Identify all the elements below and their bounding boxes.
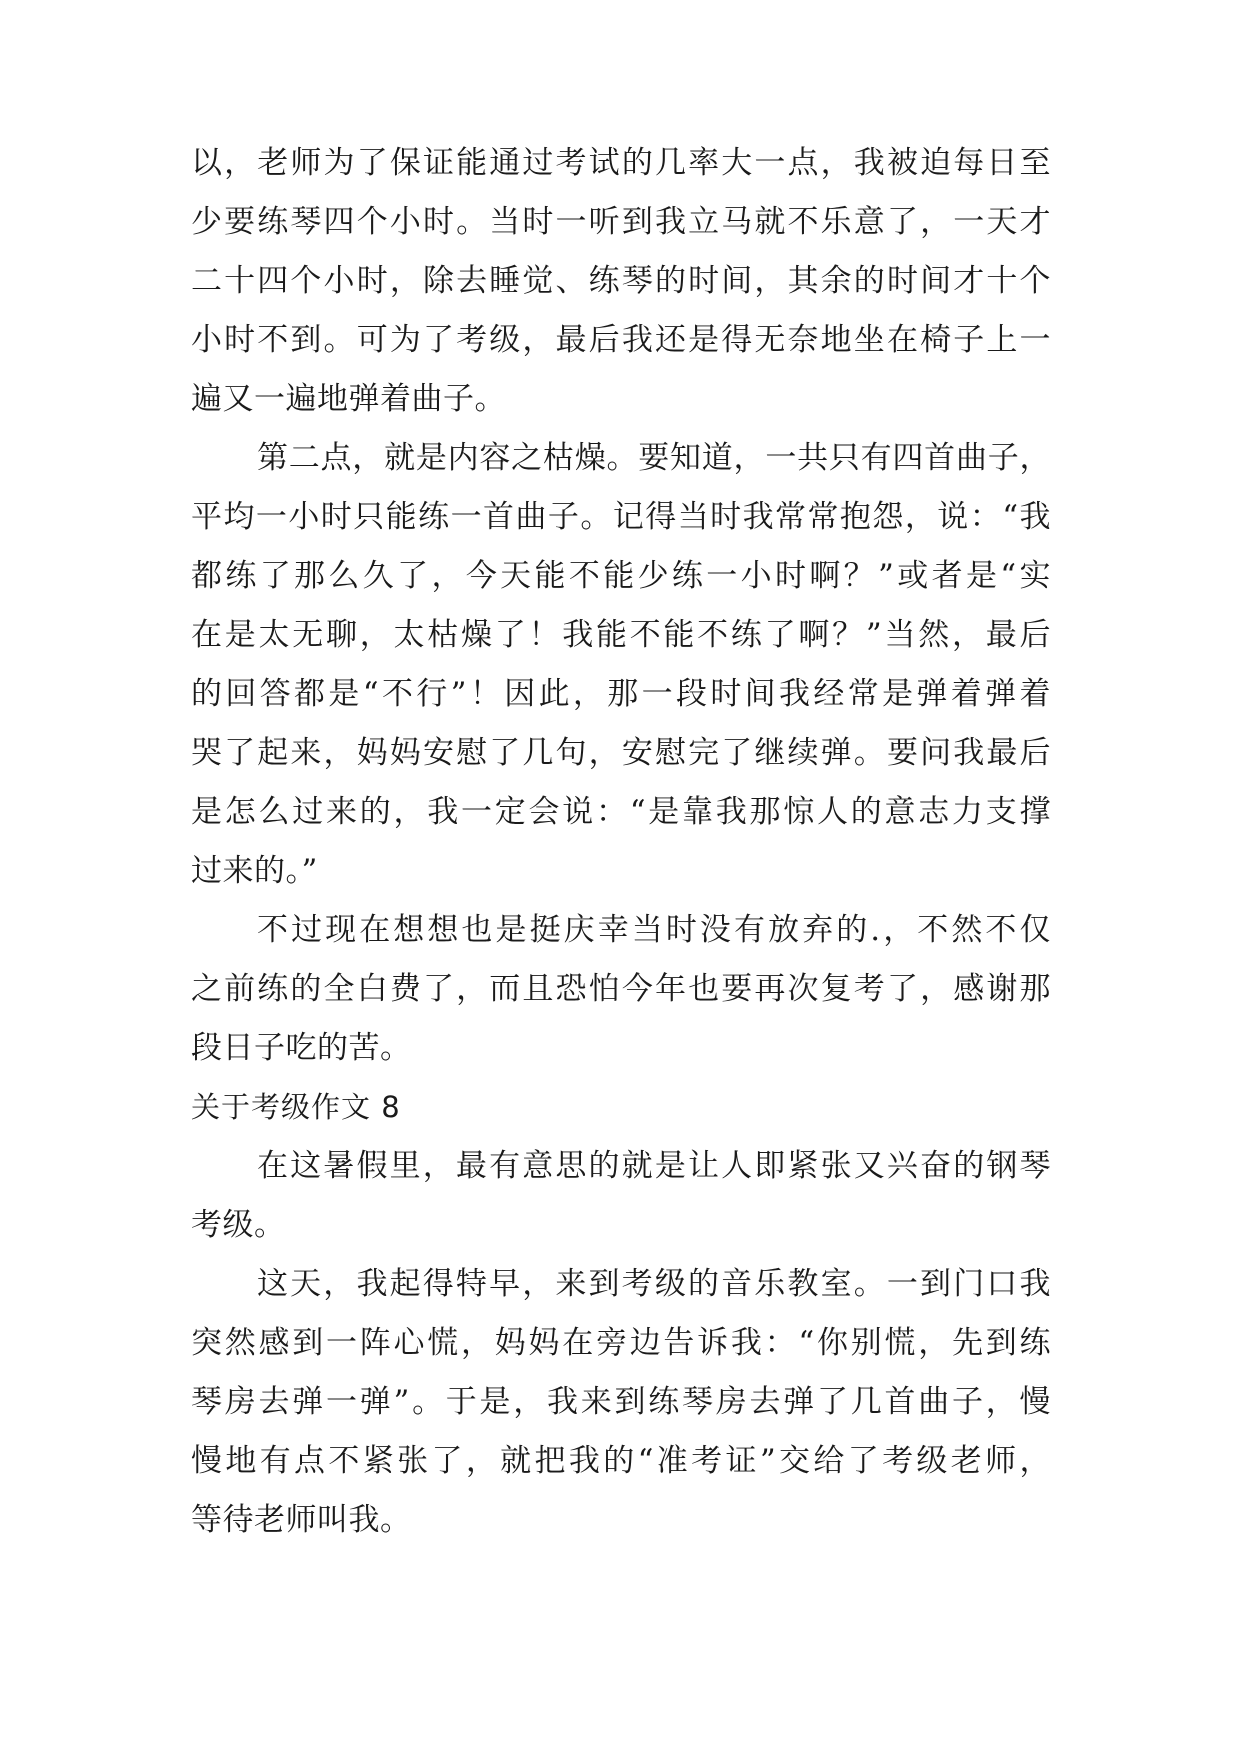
- text-line: 琴房去弹一弹”。于是，我来到练琴房去弹了几首曲子，慢: [191, 1384, 1051, 1420]
- paragraph-first-line: 这天，我起得特早，来到考级的音乐教室。一到门口我: [257, 1266, 1051, 1302]
- document-body: [191, 134, 1051, 1550]
- text-line: 平均一小时只能练一首曲子。记得当时我常常抱怨，说：“我: [191, 499, 1051, 535]
- text-line: 段日子吃的苦。: [191, 1030, 412, 1066]
- paragraph-first-line: 第二点，就是内容之枯燥。要知道，一共只有四首曲子，: [257, 440, 1051, 476]
- text-line: 突然感到一阵心慌，妈妈在旁边告诉我：“你别慌，先到练: [191, 1325, 1051, 1361]
- text-line: 哭了起来，妈妈安慰了几句，安慰完了继续弹。要问我最后: [191, 735, 1051, 771]
- text-line: 过来的。”: [191, 853, 318, 889]
- text-line: 遍又一遍地弹着曲子。: [191, 381, 506, 417]
- text-line: 慢地有点不紧张了，就把我的“准考证”交给了考级老师，: [191, 1443, 1051, 1479]
- paragraph-first-line: 在这暑假里，最有意思的就是让人即紧张又兴奋的钢琴: [257, 1148, 1051, 1184]
- section-heading: 关于考级作文 8: [191, 1090, 401, 1124]
- text-line: 是怎么过来的，我一定会说：“是靠我那惊人的意志力支撑: [191, 794, 1051, 830]
- text-line: 小时不到。可为了考级，最后我还是得无奈地坐在椅子上一: [191, 322, 1051, 358]
- text-line: 等待老师叫我。: [191, 1502, 412, 1538]
- text-line: 二十四个小时，除去睡觉、练琴的时间，其余的时间才十个: [191, 263, 1051, 299]
- text-line: 的回答都是“不行”！因此，那一段时间我经常是弹着弹着: [191, 676, 1051, 712]
- text-line: 考级。: [191, 1207, 286, 1243]
- text-line: 在是太无聊，太枯燥了！我能不能不练了啊？”当然，最后: [191, 617, 1051, 653]
- text-line: 都练了那么久了，今天能不能少练一小时啊？”或者是“实: [191, 558, 1051, 594]
- paragraph-first-line: 不过现在想想也是挺庆幸当时没有放弃的.，不然不仅: [257, 912, 1051, 948]
- text-line: 之前练的全白费了，而且恐怕今年也要再次复考了，感谢那: [191, 971, 1051, 1007]
- text-line: 少要练琴四个小时。当时一听到我立马就不乐意了，一天才: [191, 204, 1051, 240]
- text-line: 以，老师为了保证能通过考试的几率大一点，我被迫每日至: [191, 145, 1051, 181]
